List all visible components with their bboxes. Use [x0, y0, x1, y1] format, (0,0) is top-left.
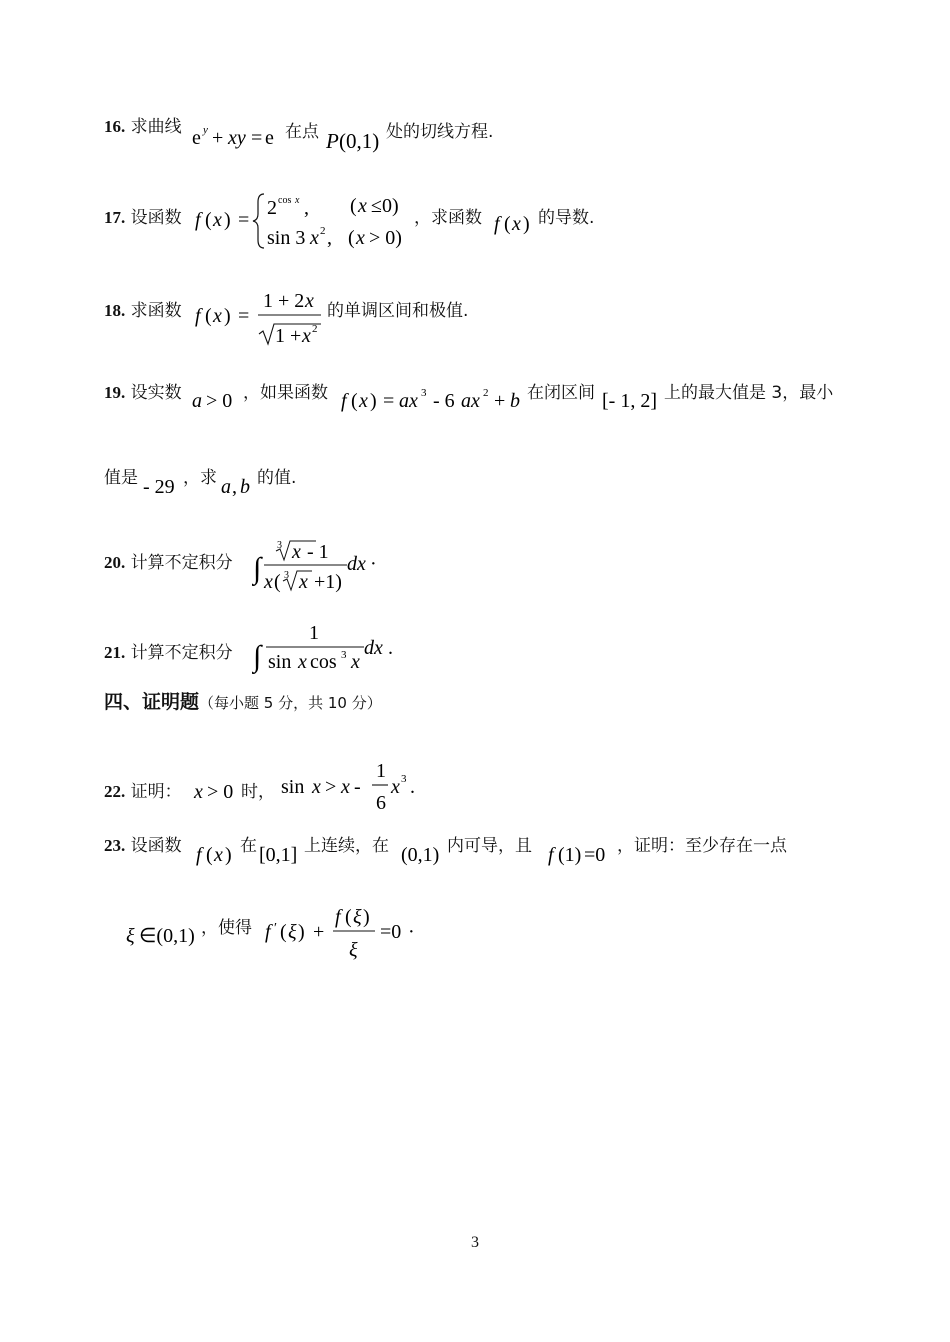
formula-ab	[219, 469, 259, 503]
svg-text:2: 2	[312, 323, 318, 335]
problem-text: 计算不定积分	[130, 553, 233, 573]
svg-text:): )	[224, 305, 231, 327]
svg-text:,: ,	[232, 476, 237, 498]
svg-text:2: 2	[483, 387, 489, 399]
svg-text:x: x	[351, 651, 360, 673]
svg-text:x: x	[299, 571, 308, 593]
problem-number: 20.	[104, 553, 126, 572]
svg-text:∫: ∫	[253, 552, 262, 585]
problem-number: 21.	[104, 643, 126, 662]
svg-text:x: x	[214, 844, 223, 866]
svg-text:1 +: 1 +	[275, 325, 302, 347]
problem-text: 内可导，且	[447, 836, 532, 856]
svg-text:3: 3	[401, 773, 407, 785]
svg-text:x: x	[358, 195, 367, 217]
svg-text:f: f	[335, 906, 341, 928]
problem-23-cont3	[447, 831, 532, 856]
svg-text:e: e	[265, 127, 274, 149]
formula-x-positive	[192, 774, 242, 808]
formula-sine-inequality	[280, 757, 425, 817]
svg-text:): )	[298, 921, 305, 943]
svg-text:x: x	[264, 571, 273, 593]
problem-19-cont2	[527, 378, 595, 403]
svg-text:x: x	[341, 776, 350, 798]
svg-text:x: x	[213, 209, 222, 231]
svg-text:x: x	[194, 781, 203, 803]
formula-curve-equation	[190, 118, 285, 152]
problem-18-end	[327, 296, 468, 321]
svg-text:x: x	[298, 651, 307, 673]
svg-text:ξ: ξ	[353, 906, 362, 928]
svg-text:x: x	[302, 325, 311, 347]
svg-text:f: f	[195, 305, 201, 327]
problem-text: 在点	[285, 122, 319, 142]
section-title: 四、证明题	[104, 691, 200, 713]
problem-22-cont	[241, 777, 275, 802]
svg-text:(0,1): (0,1)	[401, 844, 440, 866]
problem-number: 16.	[104, 117, 126, 136]
problem-text: ，使得	[201, 918, 252, 938]
problem-17	[104, 203, 182, 228]
svg-text:- 6: - 6	[433, 390, 455, 412]
formula-derivative-equation	[263, 902, 423, 964]
svg-text:sin 3: sin 3	[267, 227, 306, 249]
svg-text:≤0): ≤0)	[371, 195, 399, 217]
problem-text: 设函数	[130, 208, 182, 228]
svg-text:3: 3	[284, 570, 289, 581]
svg-text:=: =	[238, 209, 250, 231]
problem-text: 计算不定积分	[130, 643, 233, 663]
svg-text:3: 3	[421, 387, 427, 399]
problem-text: ，求函数	[414, 208, 482, 228]
svg-text:-: -	[354, 776, 361, 798]
formula-fx	[492, 204, 537, 238]
svg-text:): )	[224, 209, 231, 231]
svg-text:=: =	[251, 127, 263, 149]
svg-text:[0,1]: [0,1]	[259, 844, 298, 866]
problem-number: 19.	[104, 383, 126, 402]
formula-f1-zero	[546, 836, 622, 870]
svg-text:dx: dx	[347, 553, 366, 575]
problem-text: 值是	[104, 468, 138, 488]
svg-text:f: f	[341, 390, 347, 412]
svg-text:x: x	[305, 290, 314, 312]
svg-text:dx: dx	[364, 637, 383, 659]
svg-text:b: b	[240, 476, 250, 498]
svg-text:y: y	[203, 124, 208, 136]
svg-text:f: f	[195, 209, 201, 231]
problem-text: ，如果函数	[243, 383, 328, 403]
formula-piecewise-function	[193, 188, 418, 253]
svg-text:=: =	[383, 390, 395, 412]
formula-fx	[194, 836, 239, 870]
svg-text:=0: =0	[584, 844, 606, 866]
formula-interval	[600, 383, 664, 417]
svg-text:f: f	[265, 921, 271, 943]
svg-text:∫: ∫	[253, 640, 262, 673]
problem-19-cont3	[664, 378, 833, 403]
problem-text: 在	[240, 836, 257, 856]
problem-number: 18.	[104, 301, 126, 320]
svg-text:x: x	[292, 541, 301, 563]
svg-text:1: 1	[309, 622, 319, 644]
svg-text:x: x	[356, 227, 365, 249]
problem-text: 处的切线方程.	[386, 122, 494, 142]
svg-text:3: 3	[341, 649, 347, 661]
svg-text:cos: cos	[278, 195, 292, 206]
formula-open-interval	[400, 836, 448, 870]
svg-text:): )	[370, 390, 377, 412]
svg-text:·: ·	[408, 921, 415, 943]
problem-text: ，求	[183, 468, 217, 488]
svg-text:(: (	[274, 571, 281, 593]
svg-text:·: ·	[370, 553, 377, 575]
problem-19-line2-end	[257, 463, 296, 488]
problem-17-end	[538, 203, 594, 228]
problem-21	[104, 638, 233, 663]
formula-closed-interval	[258, 836, 306, 870]
svg-text:x: x	[310, 227, 319, 249]
svg-text:ax: ax	[399, 390, 418, 412]
problem-19-line2	[104, 463, 138, 488]
svg-text:x: x	[213, 305, 222, 327]
svg-text:(: (	[206, 844, 213, 866]
problem-19-cont	[243, 378, 328, 403]
svg-text:(0,1): (0,1)	[339, 129, 380, 153]
svg-text:6: 6	[376, 792, 386, 814]
problem-text: 时，	[241, 782, 275, 802]
problem-text: ，证明：至少存在一点	[617, 836, 787, 856]
problem-text: 上的最大值是 3，最小	[664, 383, 834, 403]
svg-text:xy: xy	[228, 127, 246, 149]
problem-16-cont	[285, 117, 319, 142]
problem-18	[104, 296, 182, 321]
problem-16	[104, 112, 182, 137]
svg-text:(: (	[205, 209, 212, 231]
problem-text: 在闭区间	[527, 383, 595, 403]
svg-text:,: ,	[304, 197, 309, 219]
svg-text:(: (	[348, 227, 355, 249]
svg-text:1 + 2: 1 + 2	[263, 290, 305, 312]
problem-17-cont	[414, 203, 482, 228]
svg-text:- 29: - 29	[143, 476, 175, 498]
svg-text:> 0: > 0	[206, 390, 233, 412]
svg-text:′: ′	[274, 921, 278, 936]
svg-text:(: (	[504, 213, 511, 235]
svg-text:x: x	[359, 390, 368, 412]
svg-text:e: e	[192, 127, 201, 149]
svg-text:ξ: ξ	[126, 925, 135, 947]
svg-text:3: 3	[277, 540, 282, 551]
problem-text: 上连续，在	[304, 836, 389, 856]
problem-text: 设实数	[130, 383, 182, 403]
svg-text:[- 1, 2]: [- 1, 2]	[602, 390, 657, 412]
svg-text:a: a	[192, 390, 202, 412]
problem-22	[104, 777, 182, 802]
formula-integral-20	[252, 532, 382, 598]
svg-text:x: x	[312, 776, 321, 798]
svg-text:∈(0,1): ∈(0,1)	[139, 925, 195, 947]
problem-23-cont	[240, 831, 257, 856]
section-heading	[104, 687, 382, 714]
svg-text:- 1: - 1	[307, 541, 329, 563]
svg-text:a: a	[221, 476, 231, 498]
formula-min-value	[141, 469, 186, 503]
svg-text:,: ,	[327, 227, 332, 249]
formula-rational-function	[193, 282, 328, 350]
svg-text:+: +	[313, 921, 325, 943]
svg-text:(1): (1)	[558, 844, 582, 866]
svg-text:): )	[523, 213, 530, 235]
svg-text:(: (	[351, 390, 358, 412]
svg-text:(: (	[345, 906, 352, 928]
formula-point-p	[324, 122, 386, 156]
svg-text:=: =	[238, 305, 250, 327]
svg-text:x: x	[391, 776, 400, 798]
svg-text:x: x	[512, 213, 521, 235]
svg-text:f: f	[494, 213, 500, 235]
svg-text:ξ: ξ	[288, 921, 297, 943]
svg-text:+1): +1)	[314, 571, 342, 593]
problem-16-end	[386, 117, 493, 142]
problem-20	[104, 548, 233, 573]
svg-text:+: +	[212, 127, 224, 149]
svg-text:b: b	[510, 390, 520, 412]
formula-integral-21	[252, 620, 402, 680]
svg-text:1: 1	[376, 760, 386, 782]
svg-text:): )	[225, 844, 232, 866]
problem-text: 设函数	[130, 836, 182, 856]
svg-text:+: +	[494, 390, 506, 412]
svg-text:2: 2	[267, 197, 277, 219]
problem-number: 22.	[104, 782, 126, 801]
problem-number: 17.	[104, 208, 126, 227]
problem-text: 求函数	[130, 301, 182, 321]
problem-23	[104, 831, 182, 856]
svg-text:(: (	[280, 921, 287, 943]
formula-xi-in-interval	[124, 918, 204, 952]
svg-text:sin: sin	[268, 651, 292, 673]
problem-text: 的导数.	[538, 208, 595, 228]
formula-cubic-function	[339, 383, 529, 417]
problem-text: 求曲线	[130, 117, 182, 137]
formula-a-positive	[190, 383, 245, 417]
svg-text:P: P	[326, 129, 339, 153]
problem-text: 的值.	[257, 468, 297, 488]
svg-text:2: 2	[320, 225, 326, 237]
svg-text:f: f	[548, 844, 554, 866]
svg-text:ax: ax	[461, 390, 480, 412]
svg-text:.: .	[410, 776, 415, 798]
problem-text: 证明：	[130, 782, 182, 802]
page-number: 3	[471, 1234, 479, 1251]
svg-text:(: (	[350, 195, 357, 217]
problem-23-line2	[201, 913, 252, 938]
problem-19	[104, 378, 182, 403]
svg-text:> 0): > 0)	[369, 227, 402, 249]
svg-text:f: f	[196, 844, 202, 866]
svg-text:(: (	[205, 305, 212, 327]
problem-text: 的单调区间和极值.	[327, 301, 469, 321]
section-note: （每小题 5 分，共 10 分）	[199, 694, 382, 712]
svg-text:.: .	[388, 637, 393, 659]
svg-text:x: x	[295, 195, 300, 206]
svg-text:): )	[363, 906, 370, 928]
svg-text:ξ: ξ	[349, 939, 358, 961]
problem-number: 23.	[104, 836, 126, 855]
problem-19-line2-cont	[183, 463, 217, 488]
svg-text:> 0: > 0	[207, 781, 234, 803]
svg-text:cos: cos	[310, 651, 337, 673]
svg-text:>: >	[325, 776, 337, 798]
problem-23-cont4	[617, 831, 787, 856]
svg-text:=0: =0	[380, 921, 402, 943]
svg-text:sin: sin	[281, 776, 305, 798]
problem-23-cont2	[304, 831, 389, 856]
